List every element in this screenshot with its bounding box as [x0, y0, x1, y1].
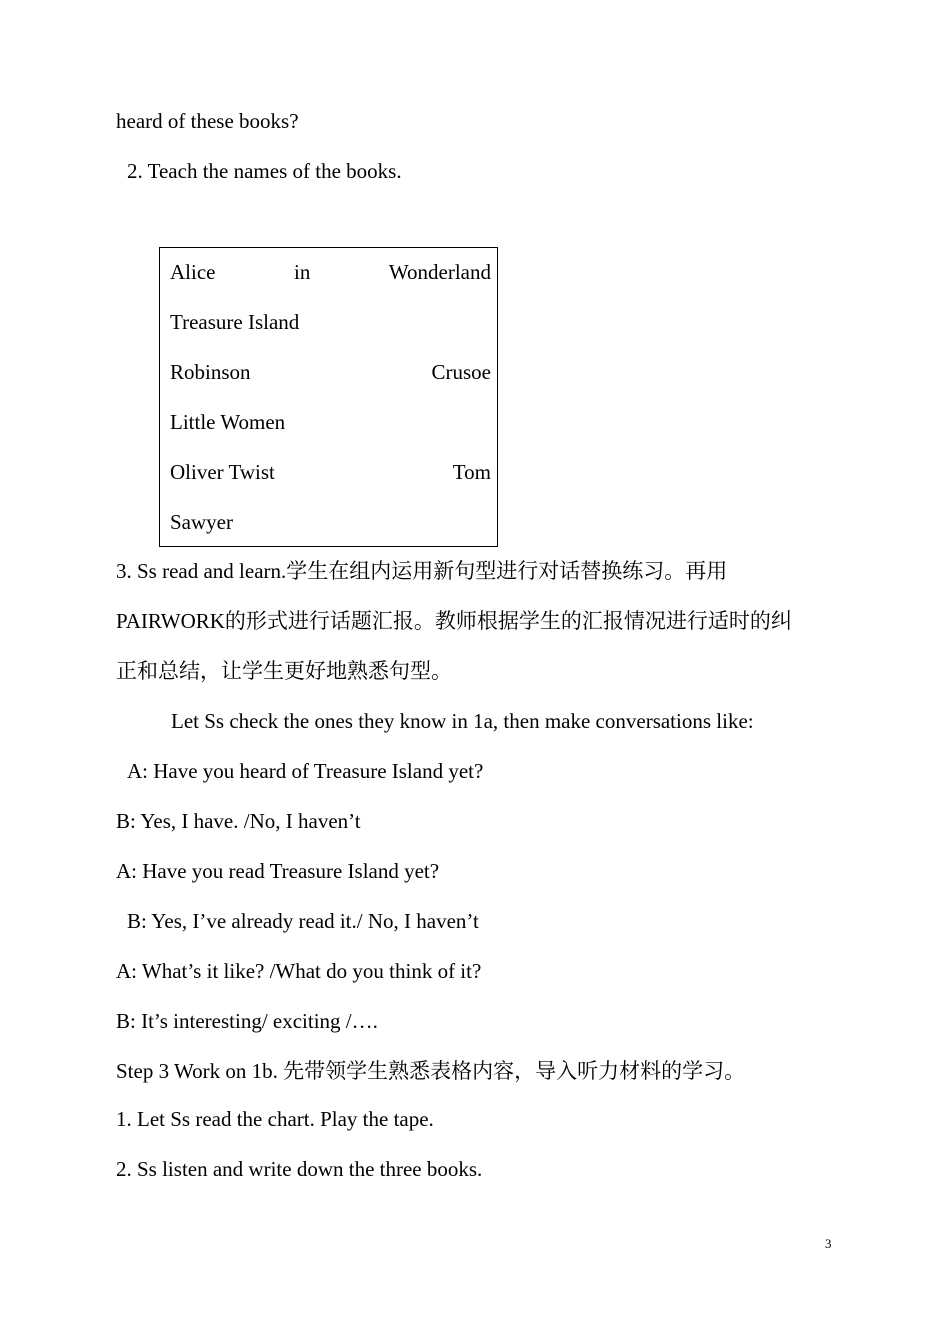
book-row — [170, 359, 491, 385]
text-line: heard of these books? — [116, 109, 299, 133]
text-line: 2. Teach the names of the books. — [127, 159, 402, 183]
text-line: B: Yes, I’ve already read it./ No, I haven’t — [127, 909, 479, 933]
book-word: Crusoe — [431, 360, 491, 384]
book-row — [170, 259, 491, 285]
book-row — [170, 459, 491, 485]
page-number: 3 — [825, 1236, 832, 1251]
text-line: A: Have you read Treasure Island yet? — [116, 859, 440, 883]
book-word: Alice — [170, 260, 216, 284]
text-line: 1. Let Ss read the chart. Play the tape. — [116, 1107, 434, 1131]
book-row: Sawyer — [170, 510, 233, 534]
book-word: Oliver Twist — [170, 460, 275, 484]
text-line: Step 3 Work on 1b. 先带领学生熟悉表格内容，导入听力材料的学习。 — [116, 1059, 746, 1083]
text-line: 2. Ss listen and write down the three books. — [116, 1157, 483, 1181]
book-row: Little Women — [170, 410, 286, 434]
text-line: B: Yes, I have. /No, I haven’t — [116, 809, 361, 833]
book-row: Treasure Island — [170, 310, 300, 334]
text-line: A: What’s it like? /What do you think of it? — [116, 959, 482, 983]
text-line: A: Have you heard of Treasure Island yet? — [127, 759, 484, 783]
text-line: PAIRWORK的形式进行话题汇报。教师根据学生的汇报情况进行适时的纠 — [116, 609, 792, 633]
book-word: Robinson — [170, 360, 251, 384]
text-line: 3. Ss read and learn.学生在组内运用新句型进行对话替换练习。再用 — [116, 559, 728, 583]
book-titles-box — [159, 247, 498, 547]
text-line: Let Ss check the ones they know in 1a, then make conversations like: — [171, 709, 754, 733]
text-line: B: It’s interesting/ exciting /…. — [116, 1009, 378, 1033]
book-word: Tom — [452, 460, 491, 484]
text-line: 正和总结，让学生更好地熟悉句型。 — [116, 659, 452, 683]
book-word: in — [294, 260, 311, 284]
book-word: Wonderland — [388, 260, 491, 284]
